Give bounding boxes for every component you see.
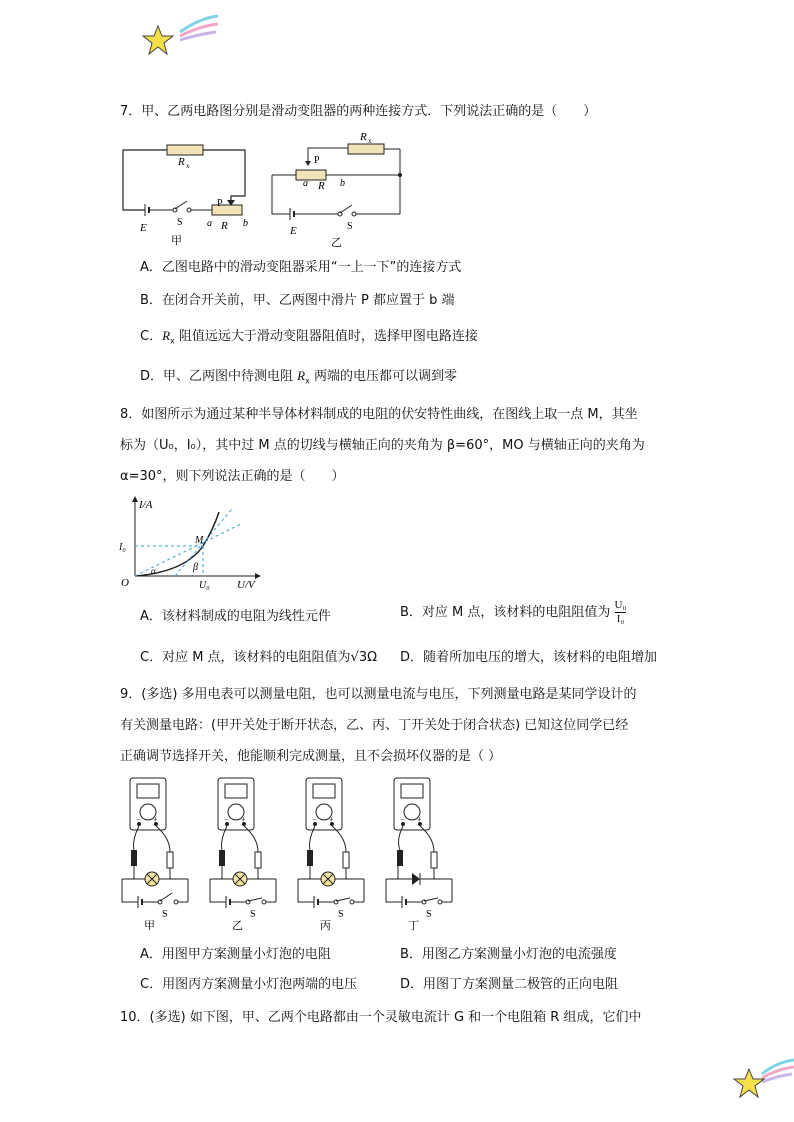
svg-text:P: P xyxy=(217,198,223,209)
svg-text:β: β xyxy=(193,562,198,573)
svg-text:I₀: I₀ xyxy=(119,542,126,553)
q9-option-d: D．用图丁方案测量二极管的正向电阻 xyxy=(400,977,619,992)
q7-option-c: C．$R_x$ 阻值远远大于滑动变阻器阻值时，选择甲图电路连接 xyxy=(140,328,478,346)
q9-circuit-2 xyxy=(206,772,286,937)
q9-circuit-1 xyxy=(118,772,198,937)
svg-text:U/V: U/V xyxy=(237,579,255,590)
q9-option-c: C．用图丙方案测量小灯泡两端的电压 xyxy=(140,977,358,992)
q9-plus-label: + xyxy=(329,815,334,824)
svg-text:a: a xyxy=(207,218,212,229)
q9-minus-label: − xyxy=(136,815,141,824)
q7-option-b: B．在闭合开关前，甲、乙两图中滑片 P 都应置于 b 端 xyxy=(140,293,455,308)
svg-text:S: S xyxy=(177,217,183,228)
shooting-star-top-icon xyxy=(140,10,220,60)
q9-minus-label: − xyxy=(400,815,405,824)
q9-minus-label: − xyxy=(312,815,317,824)
q7-stem: 7．甲、乙两电路图分别是滑动变阻器的两种连接方式．下列说法正确的是（ ） xyxy=(120,104,597,119)
svg-text:P: P xyxy=(314,155,320,166)
q9-circuit-name: 丁 xyxy=(408,920,419,932)
q9-switch-label: S xyxy=(250,909,256,920)
q9-circuit-3 xyxy=(294,772,374,937)
svg-text:U₀: U₀ xyxy=(199,580,210,590)
svg-text:S: S xyxy=(347,221,353,232)
svg-text:E: E xyxy=(140,222,147,234)
q9-line3: 正确调节选择开关，他能顺利完成测量，且不会损坏仪器的是（ ） xyxy=(120,749,502,764)
svg-text:I/A: I/A xyxy=(139,499,153,511)
q9-plus-label: + xyxy=(241,815,246,824)
q9-option-a: A．用图甲方案测量小灯泡的电阻 xyxy=(140,947,331,962)
svg-text:R: R xyxy=(221,220,228,232)
q9-circuit-4 xyxy=(382,772,462,937)
q7-option-a: A．乙图电路中的滑动变阻器采用“一上一下”的连接方式 xyxy=(140,260,462,275)
q9-switch-label: S xyxy=(162,909,168,920)
svg-text:b: b xyxy=(340,178,345,189)
q10-line1: 10．(多选) 如下图，甲、乙两个电路都由一个灵敏电流计 G 和一个电阻箱 R 组成，它们中 xyxy=(120,1010,642,1025)
q8-iv-graph xyxy=(115,494,265,590)
q9-circuit-name: 丙 xyxy=(320,920,331,932)
q9-circuit-name: 乙 xyxy=(232,920,243,932)
svg-text:E: E xyxy=(290,225,297,237)
q8-line3: α=30°，则下列说法正确的是（ ） xyxy=(120,469,345,484)
q8-option-c: C．对应 M 点，该材料的电阻阻值为√3Ω xyxy=(140,650,378,665)
q9-circuit-name: 甲 xyxy=(144,920,155,932)
svg-text:α: α xyxy=(151,566,156,576)
shooting-star-bottom-icon xyxy=(732,1052,794,1100)
q7-jia-rx-label: R xyxy=(178,156,185,168)
q9-switch-label: S xyxy=(426,909,432,920)
svg-text:R: R xyxy=(360,131,367,143)
q9-circuits xyxy=(118,772,458,937)
q9-option-b: B．用图乙方案测量小灯泡的电流强度 xyxy=(400,947,617,962)
q8-option-a: A．该材料制成的电阻为线性元件 xyxy=(140,609,331,624)
q7-jia-name: 甲 xyxy=(171,235,182,247)
svg-text:x: x xyxy=(186,162,190,170)
svg-text:O: O xyxy=(121,577,129,589)
q8-line1: 8．如图所示为通过某种半导体材料制成的电阻的伏安特性曲线，在图线上取一点 M，其坐 xyxy=(120,407,638,422)
q9-line2: 有关测量电路：(甲开关处于断开状态，乙、丙、丁开关处于闭合状态) 已知这位同学已经 xyxy=(120,718,629,733)
q7-option-d: D．甲、乙两图中待测电阻 $R_x$ 两端的电压都可以调到零 xyxy=(140,368,457,386)
svg-text:R: R xyxy=(318,180,325,192)
svg-text:x: x xyxy=(368,137,372,145)
q8-option-b: B．对应 M 点，该材料的电阻阻值为 $\frac{\text{U₀}}{\text{I₀}}$ xyxy=(400,599,627,625)
q9-plus-label: + xyxy=(417,815,422,824)
q9-switch-label: S xyxy=(338,909,344,920)
q9-minus-label: − xyxy=(224,815,229,824)
svg-text:b: b xyxy=(243,218,248,229)
q7-circuit-jia xyxy=(115,140,260,250)
q9-plus-label: + xyxy=(153,815,158,824)
q7-circuit-yi xyxy=(268,130,408,250)
q9-line1: 9．(多选) 多用电表可以测量电阻，也可以测量电流与电压，下列测量电路是某同学设计的 xyxy=(120,687,637,702)
svg-text:a: a xyxy=(303,178,308,189)
q8-line2: 标为（U₀，I₀），其中过 M 点的切线与横轴正向的夹角为 β=60°，MO 与横轴正向的夹角为 xyxy=(120,438,645,453)
svg-text:M: M xyxy=(195,535,204,546)
q8-option-d: D．随着所加电压的增大，该材料的电阻增加 xyxy=(400,650,658,665)
q7-yi-name: 乙 xyxy=(331,237,342,249)
